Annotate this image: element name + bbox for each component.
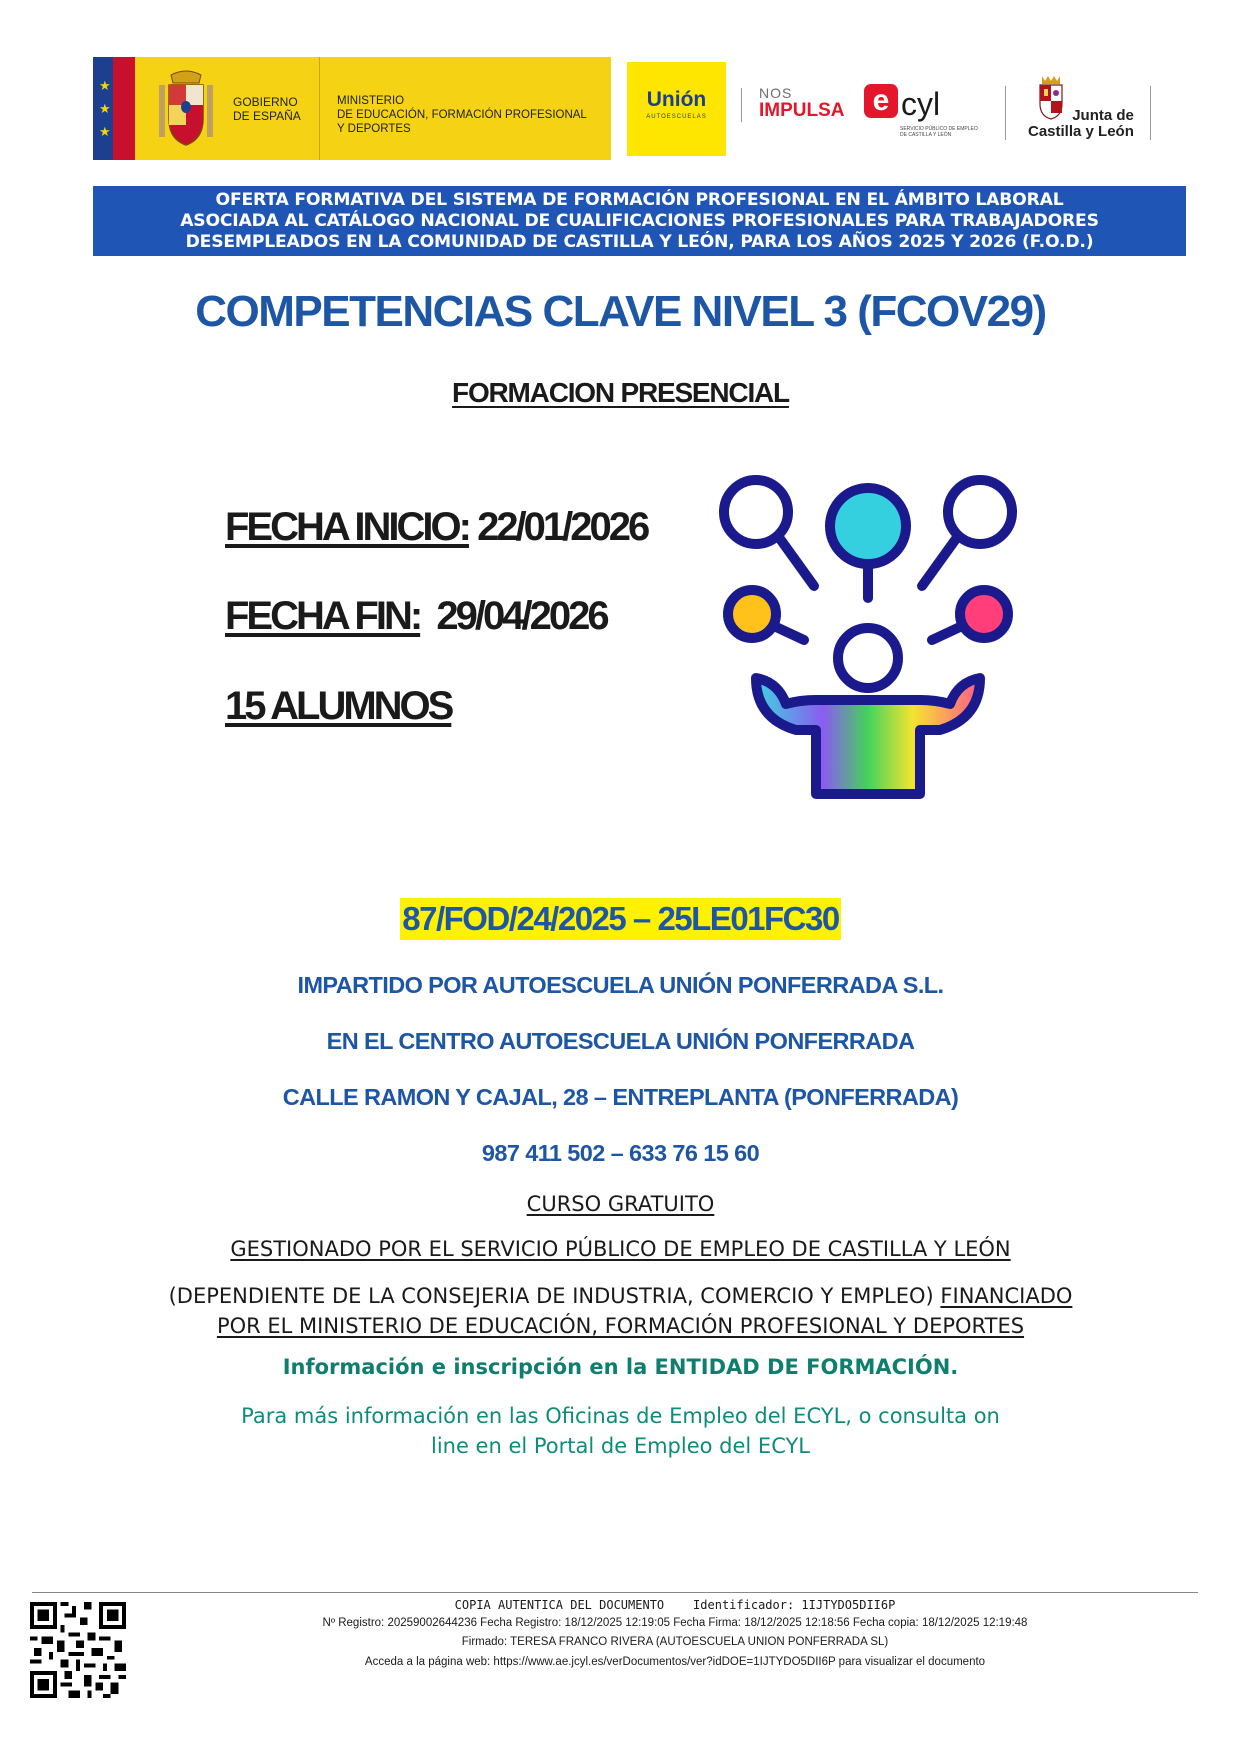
start-date-value: 22/01/2026 <box>468 505 648 549</box>
students-count: 15 ALUMNOS <box>225 684 452 728</box>
training-center: EN EL CENTRO AUTOESCUELA UNIÓN PONFERRADA <box>326 1028 915 1054</box>
free-course: CURSO GRATUITO <box>526 1192 715 1216</box>
gobierno-espana-logo <box>93 57 611 160</box>
programa-banner <box>93 186 1186 256</box>
divider <box>1150 86 1151 140</box>
divider <box>1005 86 1006 140</box>
person-ideas-icon <box>716 468 1020 808</box>
ecyl-logo-text: cyl <box>901 86 941 122</box>
junta-castilla-leon-text: Junta de Castilla y León <box>1028 107 1134 140</box>
impulsa-text: IMPULSA <box>759 100 845 121</box>
spain-coat-of-arms-icon <box>151 67 221 149</box>
center-address: CALLE RAMON Y CAJAL, 28 – ENTREPLANTA (PONFERRADA) <box>282 1084 959 1110</box>
banner-line: DESEMPLEADOS EN LA COMUNIDAD DE CASTILLA Y LEÓN, PARA LOS AÑOS 2025 Y 2026 (F.O.D.) <box>185 232 1094 252</box>
ecyl-subtitle: SERVICIO PÚBLICO DE EMPLEO DE CASTILLA Y LEÓN <box>900 126 978 138</box>
signed-by: Firmado: TERESA FRANCO RIVERA (AUTOESCUELA UNION PONFERRADA SL) <box>461 1636 889 1648</box>
star-icon: ★ <box>99 124 111 139</box>
course-title: COMPETENCIAS CLAVE NIVEL 3 (FCOV29) <box>195 287 1046 336</box>
end-date-value: 29/04/2026 <box>420 594 607 638</box>
ministerio-text: MINISTERIO DE EDUCACIÓN, FORMACIÓN PROFESIONAL Y DEPORTES <box>337 95 587 135</box>
end-date <box>225 594 607 639</box>
divider <box>741 88 742 122</box>
registry-info: Nº Registro: 20259002644236 Fecha Registro: 18/12/2025 12:19:05 Fecha Firma: 18/12/2025 12:18:56 Fecha copia: 18/12/2025 12:19:48 <box>322 1617 1028 1629</box>
spain-flag-stripe <box>113 57 135 160</box>
banner-line: ASOCIADA AL CATÁLOGO NACIONAL DE CUALIFICACIONES PROFESIONALES PARA TRABAJADORES <box>180 211 1099 231</box>
star-icon: ★ <box>99 101 111 116</box>
document-identifier: COPIA AUTENTICA DEL DOCUMENTO Identificador: 1IJTYDO5DII6P <box>454 1598 896 1612</box>
divider <box>319 57 320 160</box>
course-code: 87/FOD/24/2025 – 25LE01FC30 <box>400 898 840 940</box>
verification-link[interactable]: Acceda a la página web: https://www.ae.jcyl.es/verDocumentos/ver?idDOE=1IJTYDO5DII6P para visualizar el documento <box>364 1656 986 1668</box>
gobierno-espana-text: GOBIERNO DE ESPAÑA <box>233 95 301 123</box>
more-info: Para más información en las Oficinas de Empleo del ECYL, o consulta on line en el Portal de Empleo del ECYL <box>241 1404 1000 1458</box>
contact-phones: 987 411 502 – 633 76 15 60 <box>481 1140 760 1166</box>
banner-line: OFERTA FORMATIVA DEL SISTEMA DE FORMACIÓN PROFESIONAL EN EL ÁMBITO LABORAL <box>215 190 1064 210</box>
end-date-label: FECHA FIN: <box>225 594 421 638</box>
course-code-row <box>0 898 1241 940</box>
nos-text: NOS <box>759 85 793 101</box>
course-modality: FORMACION PRESENCIAL <box>452 377 789 408</box>
taught-by: IMPARTIDO POR AUTOESCUELA UNIÓN PONFERRADA S.L. <box>297 972 944 998</box>
start-date <box>225 505 647 550</box>
managed-by: GESTIONADO POR EL SERVICIO PÚBLICO DE EMPLEO DE CASTILLA Y LEÓN <box>230 1237 1011 1261</box>
ecyl-logo-mark: e <box>864 84 898 118</box>
union-autoescuelas-logo: Unión AUTOESCUELAS <box>627 62 726 156</box>
registration-info: Información e inscripción en la ENTIDAD DE FORMACIÓN. <box>282 1355 959 1379</box>
footer-divider <box>32 1592 1198 1593</box>
funding-statement: (DEPENDIENTE DE LA CONSEJERIA DE INDUSTRIA, COMERCIO Y EMPLEO) FINANCIADO POR EL MINISTERIO DE EDUCACIÓN, FORMACIÓN PROFESIONAL Y DEPORTES <box>168 1284 1073 1338</box>
star-icon: ★ <box>99 78 111 93</box>
start-date-label: FECHA INICIO: <box>225 505 469 549</box>
